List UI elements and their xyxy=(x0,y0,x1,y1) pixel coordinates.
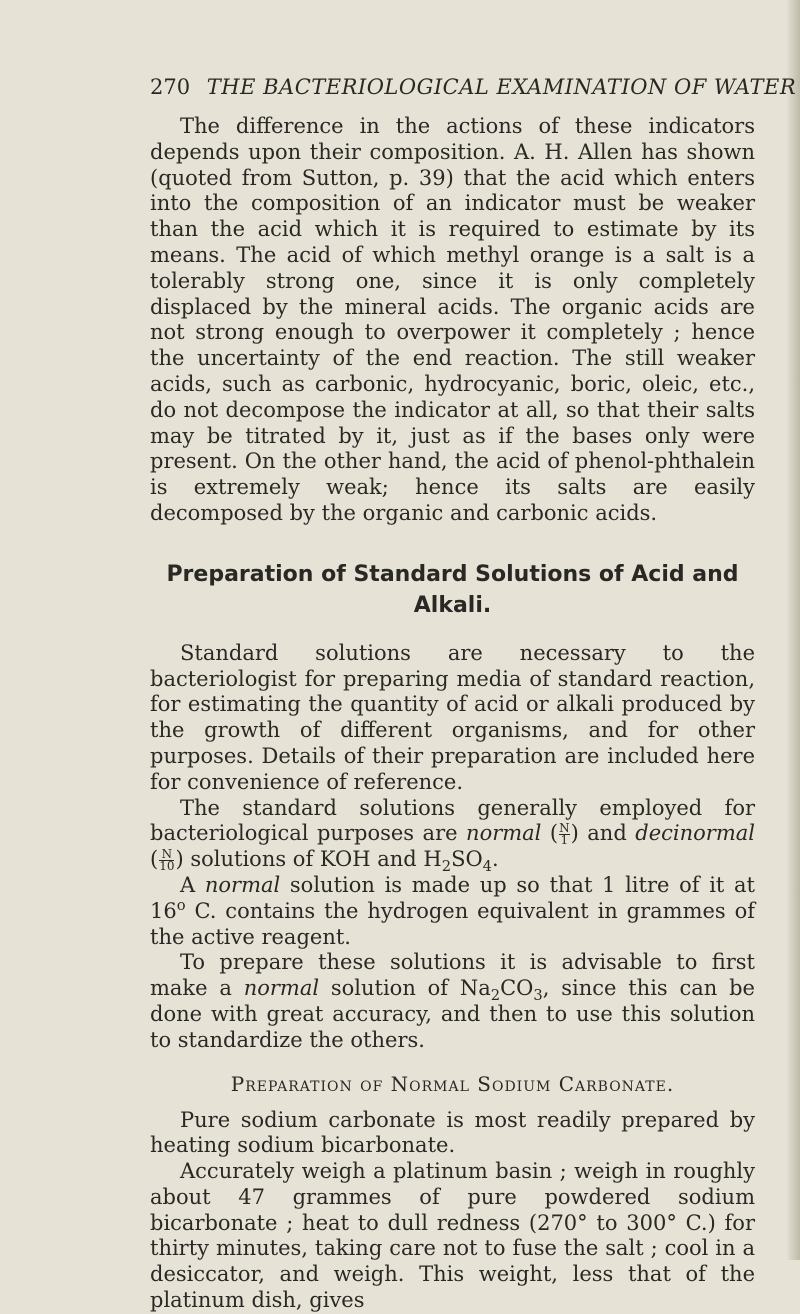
subscript: 2 xyxy=(490,987,501,1005)
paragraph-normal-definition xyxy=(150,873,755,950)
term-normal: normal xyxy=(466,821,542,846)
text-solutions-of: solutions of KOH and H xyxy=(190,847,442,872)
page-content xyxy=(150,72,797,1314)
fraction-decinormal xyxy=(159,849,174,872)
page-edge-shadow xyxy=(786,0,800,1260)
formula-so4: SO xyxy=(451,847,483,872)
term-normal: normal xyxy=(204,872,281,897)
paragraph-weighing-procedure: Accurately weigh a platinum basin ; weigh in roughly about 47 grammes of pure powdered sodium bicarbonate ; heat to dull redness (270° to 300° C.) for thirty minutes, taking care not to fuse the salt ; cool in a desiccator, and weigh. This weight, less that of the platinum dish, gives xyxy=(150,1159,755,1313)
paragraph-standard-solutions: Standard solutions are necessary to the bacteriologist for preparing media of standard reaction, for estimating the quantity of acid or alkali produced by the growth of different organisms, and for other purposes. Details of their preparation are included here for convenience of reference. xyxy=(150,640,755,794)
section-heading: Preparation of Standard Solutions of Acid and Alkali. xyxy=(166,561,739,618)
subsection-heading: Preparation of Normal Sodium Carbonate. xyxy=(230,1071,675,1096)
paragraph-prepare-solutions xyxy=(150,950,755,1053)
text-before-degree: solution is made up so that 1 litre of it at 16 xyxy=(150,872,755,923)
formula-co3: CO xyxy=(500,976,534,1001)
fraction-denominator: 10 xyxy=(159,859,175,874)
term-decinormal: decinormal xyxy=(635,821,755,846)
degree-sign: o xyxy=(176,896,186,914)
page-number: 270 xyxy=(150,75,191,99)
fraction-normal xyxy=(559,823,570,846)
fraction-numerator: N xyxy=(559,821,570,836)
text-solution-of: solution of Na xyxy=(330,976,491,1001)
text-and: and xyxy=(587,821,627,846)
paragraph-indicators: The difference in the actions of these indicators depends upon their composition. A. H. Allen has shown (quoted from Sutton, p. 39) that the acid which enters into the composition of an indicator must be weaker than the acid which it is required to estimate by its means. The acid of which methyl orange is a salt is a tolerably strong one, since it is only completely displaced by the mineral acids. The organic acids are not strong enough to overpower it completely ; hence the uncertainty of the end reaction. The still weaker acids, such as carbonic, hydrocyanic, boric, oleic, etc., do not decompose the indicator at all, so that their salts may be titrated by it, just as if the bases only were present. On the other hand, the acid of phenol-phthalein is extremely weak; hence its salts are easily decomposed by the organic and carbonic acids. xyxy=(150,114,755,525)
fraction-denominator: 1 xyxy=(560,833,569,848)
subscript: 3 xyxy=(533,987,543,1005)
text-article: A xyxy=(180,872,196,897)
text-period: . xyxy=(492,847,499,872)
running-header xyxy=(150,72,797,102)
term-normal: normal xyxy=(243,976,320,1001)
paragraph-sodium-carbonate: Pure sodium carbonate is most readily prepared by heating sodium bicarbonate. xyxy=(150,1107,755,1158)
subscript: 4 xyxy=(482,858,493,876)
text-after-degree: C. contains the hydrogen equivalent in grammes of the active reagent. xyxy=(150,898,755,949)
text-before-normal: To prepare these solutions it is advisable to first make a xyxy=(150,950,755,1001)
paragraph-normal-decinormal: The standard solutions generally employed for bacteriological purposes are normal ( $\frac{N}{1}$ ) and decinormal ( $\frac{N}{10}$ ) solutions of KOH and $H_2SO_4$. xyxy=(150,795,755,876)
running-title: THE BACTERIOLOGICAL EXAMINATION OF WATER xyxy=(206,75,797,99)
subscript: 2 xyxy=(441,858,452,876)
text-after-formula: , since this can be done with great accuracy, and then to use this solution to standardize the others. xyxy=(150,976,755,1052)
fraction-numerator: N xyxy=(161,847,173,862)
text-before-normal: The standard solutions generally employed for bacteriological purposes are xyxy=(150,795,755,846)
